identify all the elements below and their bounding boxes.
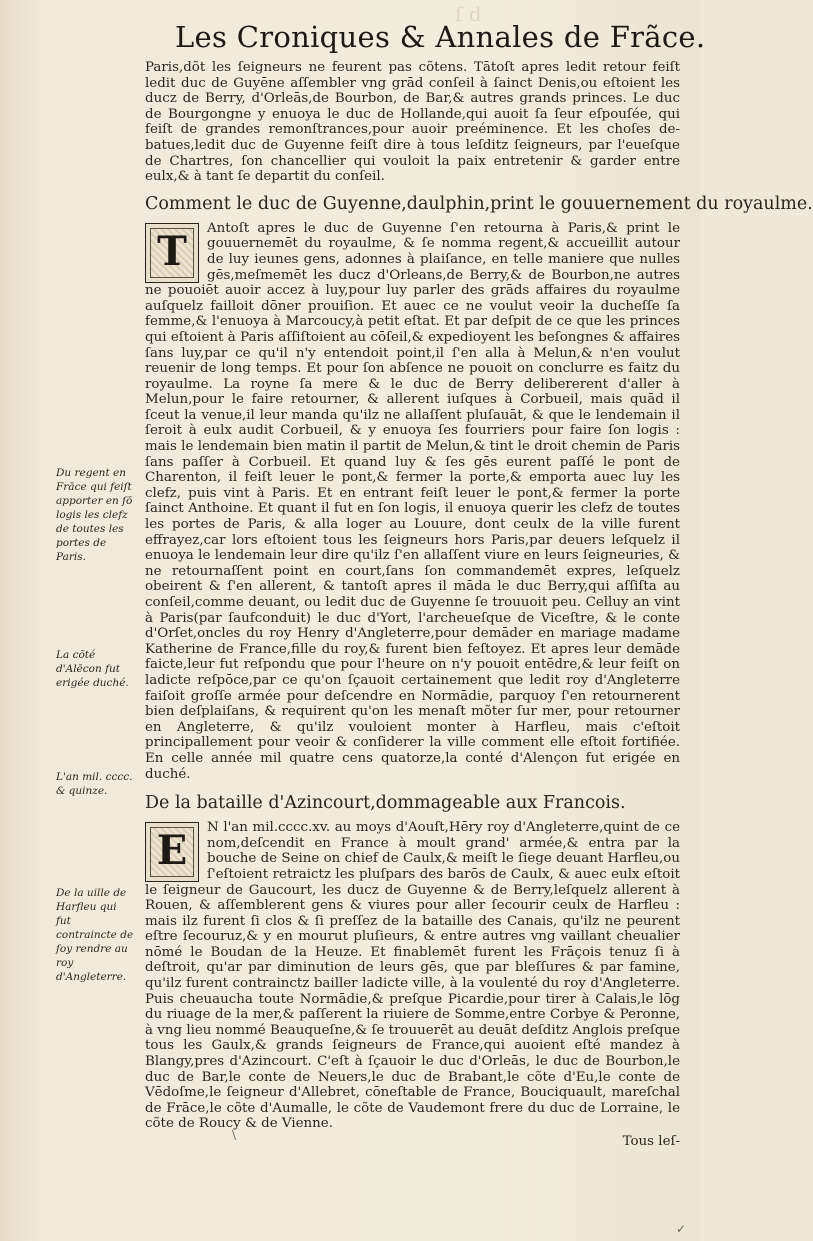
paragraph-3: N l'an mil.cccc.xv. au moys d'Aouſt,Hēry roy d'Angleterre,quint de ce nom,deſcendit en France à moult grand' armée,& entra par la bouche de Seine on chief de Caulx,& meiſt le ſiege deuant Harfleu,ou ſ'eſtoient retraictz les pluſpars des barōs de Caulx, & auec eulx eſtoit le ſeigneur de Gaucourt, les ducz de Guyenne & de Berry,leſquelz allerent à Rouen, & aſſemblerent gens & viures pour aller ſecourir ceulx de Harfleu : mais ilz furent ſi clos & ſi preſſez de la bataille des Canais, qu'ilz ne peurent eſtre ſecouruz,& y en mourut pluſieurs, & entre autres vng vaillant cheualier nōmé le Boudan de la Heuze. Et finablemēt furent les Frāçois tenuz ſi à deſtroit, qu'ar par diminution de leurs gēs, que par bleſſures & par famine, qu'ilz furent contrainctz bailler ladicte ville, à la voulenté du roy d'Angleterre. Puis cheuaucha toute Normādie,& preſque Picardie,pour tirer à Calais,le lōg du riuage de la mer,& paſſerent la riuiere de Somme,entre Corbye & Peronne, à vng lieu nommé Beauqueſne,& ſe trouuerēt au deuāt deſditz Anglois preſque tous les Gaulx,& grands ſeigneurs de France,qui auoient eſté mandez à Blangy,pres d'Azincourt. C'eſt à ſçauoir le duc d'Orleās, le duc de Bourbon,le duc de Bar,le conte de Neuers,le duc de Brabant,le cõte d'Eu,le conte de Vēdoſme,le ſeigneur d'Allebret, cōneſtable de France, Bouciquault, mareſchal de Frāce,le cõte d'Aumalle, le cõte de Vaudemont frere du duc de Lorraine, le cõte de Roucy & de Vienne. [145,820,680,1132]
main-text-column [145,60,813,1160]
section-heading-guyenne: Comment le duc de Guyenne,daulphin,print le gouuernement du royaulme. [145,193,813,214]
section-guyenne [145,193,813,782]
decorated-initial-e-icon [145,822,199,882]
margin-note-year: L'an mil. cccc. & quinze. [56,771,133,797]
decorated-initial-e-letter: E [156,827,188,875]
stray-mark: \ [232,1128,237,1142]
paragraph-1: Paris,dõt les ſeigneurs ne feurent pas cõtens. Tātoſt apres ledit retour feiſt ledit duc de Guyēne aſſembler vng grād conſeil à ſainct Denis,ou eſtoient les ducz de Berry, d'Orleās,de Bourbon, de Bar,& autres grands princes. Le duc de Bourgongne y enuoya le duc de Hollande,qui auoit ſa ſeur eſpouſée, qui feiſt de grandes remonſtrances,pour auoir preéminence. Et les choſes de-batues,ledit duc de Guyenne feiſt dire à tous leſditz ſeigneurs, par l'eueſque de Chartres, ſon chancellier qui vouloit la paix entretenir & garder entre eulx,& à tant ſe departit du conſeil. [145,60,680,185]
section-heading-azincourt: De la bataille d'Azincourt,dommageable aux Francois. [145,793,626,814]
catchword: Tous leſ- [622,1134,680,1149]
margin-note-alencon: La cõté d'Alēcon fut erigée duché. [56,649,129,689]
running-head: Les Croniques & Annales de Frãce. [175,20,706,54]
corner-mark: ✓ [676,1222,687,1236]
bleed-through-text: ſ d [455,2,482,26]
section-azincourt [145,792,680,1149]
margin-note-harfleu: De la uille de Harfleu qui fut contraincte de ſoy rendre au roy d'Angleterre. [56,887,134,983]
decorated-initial-t-letter: T [157,227,187,275]
paragraph-2: Antoſt apres le duc de Guyenne ſ'en retourna à Paris,& print le gouuernemēt du royaulme, & ſe nomma regent,& accueillit autour de luy ieunes gens, adonnes à plaiſance, en telle maniere que nulles gēs,meſmemēt les ducz d'Orleans,de Berry,& de Bourbon,ne autres ne pouoiēt auoir accez à luy,pour luy parler des grāds affaires du royaulme auſquelz failloit dōner prouiſion. Et auec ce ne voulut veoir la ducheſſe ſa femme,& l'enuoya à Marcoucy,à petit eſtat. Et par deſpit de ce que les princes qui eſtoient à Paris aſſiſtoient au cōſeil,& expedioyent les beſongnes & affaires ſans luy,par ce qu'il n'y entendoit point,il ſ'en alla à Melun,& n'en voulut reuenir de long temps. Et pour ſon abſence ne pouoit on conclurre es faitz du royaulme. La royne ſa mere & le duc de Berry delibererent d'aller à Melun,pour le faire retourner, & allerent iuſques à Corbueil, mais quād il ſceut la venue,il leur manda qu'ilz ne allaſſent pluſauāt, & que le lendemain il ſeroit à eulx audit Corbueil, & y enuoya ſes fourriers pour faire ſon logis : mais le lendemain bien matin il partit de Melun,& tint le droit chemin de Paris ſans paſſer à Corbueil. Et quand luy & ſes gēs eurent paſſé le pont de Charenton, il feiſt leuer le pont,& fermer la porte,& emporta auec luy les clefz, puis vint à Paris. Et en entrant feiſt leuer le pont,& fermer la porte ſainct Anthoine. Et quant il fut en ſon logis, il enuoya querir les clefz de toutes les portes de Paris, & alla loger au Louure, dont ceulx de la ville furent effrayez,car lors eſtoient tous les ſeigneurs hors Paris,par deuers leſquelz il enuoya le lendemain leur dire qu'ilz ſ'en allaſſent viure en leurs ſeigneuries, & ne retournaſſent point en court,ſans ſon commandemēt expres, leſquelz obeirent & ſ'en allerent, & tantoſt apres il māda le duc Berry,qui aſſiſta au conſeil,comme deuant, ou ledit duc de Guyenne ſe trouuoit peu. Celluy an vint à Paris(par ſaufconduit) le duc d'Yort, l'archeueſque de Viceſtre, & le conte d'Orſet,oncles du roy Henry d'Angleterre,pour demāder en mariage madame Katherine de France,fille du roy,& furent bien feſtoyez. Et apres leur demāde faicte,leur fut reſpondu que pour l'heure on n'y pouoit entēdre,& leur feiſt on ladicte reſpōce,par ce qu'on ſçauoit certainement que ledit roy d'Angleterre faiſoit groſſe armée pour deſcendre en Normādie, parquoy ſ'en retournerent bien deſplaiſans, & requirent qu'on les menaſt mõter ſur mer, pour retourner en Angleterre, & qu'ilz vouloient monter à Harfleu, mais c'eſtoit principallement pour veoir & conſiderer la ville comment elle eſtoit fortifiée. En celle année mil quatre cens quatorze,la conté d'Alençon fut erigée en duché. [145,220,680,782]
decorated-initial-t-icon [145,223,199,283]
margin-note-regent: Du regent en Frāce qui feiſt apporter en ſō logis les clefz de toutes les portes de Paris. [56,467,133,563]
